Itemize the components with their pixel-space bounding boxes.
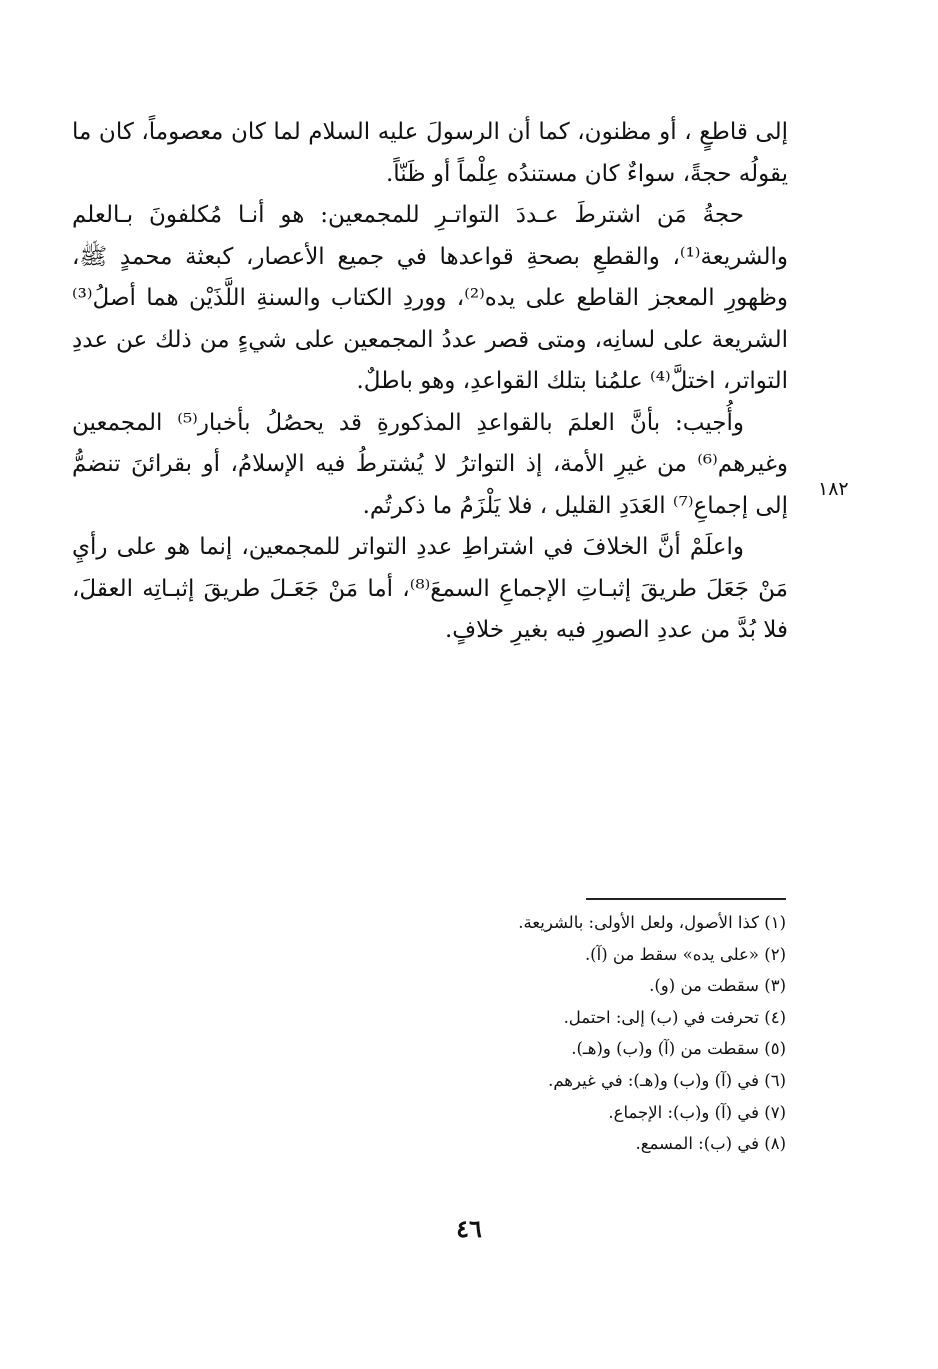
footnote-5: (٥) سقطت من (آ) و(ب) و(هـ). — [571, 1039, 786, 1059]
footnote-2: (٢) «على يده» سقط من (آ). — [584, 944, 786, 964]
footnote-1: (١) كذا الأصول، ولعل الأولى: بالشريعة. — [518, 913, 786, 932]
paragraph-1: إلى قاطعٍ ، أو مظنون، كما أن الرسولَ عليه السلام لما كان معصوماً، كان ما يقولُه حجةً، سواءٌ كان مستندُه عِلْماً أو ظَنّاً. — [72, 119, 788, 187]
footnote-8: (٨) في (ب): المسمع. — [635, 1134, 786, 1154]
paragraph-4: واعلَمْ أنَّ الخلافَ في اشتراطِ عددِ التواتر للمجمعين، إنما هو على رأيِ مَنْ جَعَلَ طريقَ إثبـاتِ الإجماعِ السمعَ⁽⁸⁾، أما مَنْ جَعَـلَ طريقَ إثبـاتِه العقلَ، فلا بُدَّ من عددِ الصورِ فيه بغيرِ خلافٍ. — [72, 534, 788, 643]
footnote-4: (٤) تحرفت في (ب) إلى: احتمل. — [563, 1007, 786, 1027]
footnote-6: (٦) في (آ) و(ب) و(هـ): في غيرهم. — [548, 1070, 786, 1090]
footnote-3: (٣) سقطت من (و). — [649, 976, 786, 996]
page-number: ٤٦ — [456, 1214, 482, 1243]
footnote-divider — [586, 898, 786, 900]
main-text — [72, 112, 788, 652]
footnote-7: (٧) في (آ) و(ب): الإجماع. — [608, 1102, 786, 1122]
margin-page-reference: ١٨٢ — [818, 478, 849, 500]
footnotes — [400, 907, 786, 1160]
paragraph-2: حجةُ مَن اشترطَ عـددَ التواتـرِ للمجمعين: هو أنـا مُكلفونَ بـالعلم والشريعة⁽¹⁾، والقطعِ بصحةِ قواعدها في جميع الأعصار، كبعثة محمدٍ ﷺ، وظهورِ المعجز القاطع على يده⁽²⁾، ووردِ الكتاب والسنةِ اللَّذَيْن هما أصلُ⁽³⁾ الشريعة على لسانِه، ومتى قصر عددُ المجمعين على شيءٍ من ذلك عن عددِ التواتر، اختلَّ⁽⁴⁾ علمُنا بتلك القواعدِ، وهو باطلٌ. — [72, 202, 788, 394]
paragraph-3: وأُجيب: بأنَّ العلمَ بالقواعدِ المذكورةِ قد يحصُلُ بأخبار⁽⁵⁾ المجمعين وغيرهم⁽⁶⁾ من غيرِ الأمة، إذ التواترُ لا يُشترطُ فيه الإسلامُ، أو بقرائنَ تنضمُّ إلى إجماعِ⁽⁷⁾ العَدَدِ القليل ، فلا يَلْزَمُ ما ذكرتُم. — [72, 409, 788, 519]
